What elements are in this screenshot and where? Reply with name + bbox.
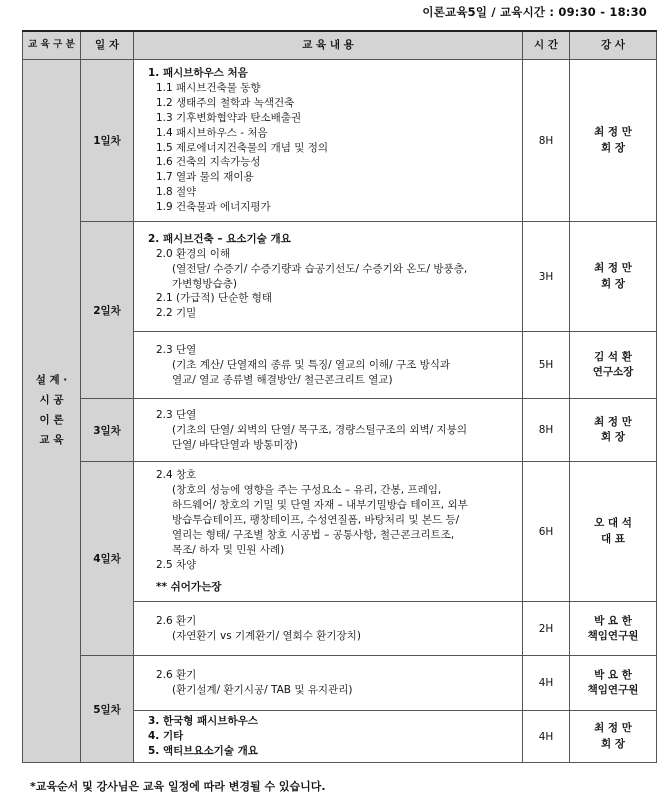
day-3: 3일차 [81,399,134,462]
lecturer-cell: 박 요 한 책임연구원 [570,656,657,711]
table-row [23,656,657,711]
table-row [23,399,657,462]
lecturer-cell: 최 정 만 회 장 [570,399,657,462]
header-content: 교 육 내 용 [134,31,523,60]
content-cell [134,602,523,656]
header-hours: 시 간 [523,31,570,60]
lines-r5: 2.4 창호 (창호의 성능에 영향을 주는 구성요소 – 유리, 간봉, 프레임, 하드웨어/ 창호의 기밀 및 단열 자재 – 내부기밀방습 테이프, 외부 방습투습테이프, 팽창테이프, 수성연질폼, 바탕처리 및 본드 등/ 열리는 형태/ 구조별 창호 시공법 – 공통사항, 철근콘크리트조, 목조/ 하자 및 민원 사례) 2.5 차양 ** 쉬어가는장 [156,469,468,594]
hours-cell: 3H [523,222,570,332]
lecturer-cell: 김 석 환 연구소장 [570,332,657,399]
table-header-row [23,31,657,60]
content-cell [134,711,523,763]
hours-cell: 8H [523,399,570,462]
table-row [23,462,657,602]
content-cell [134,399,523,462]
header-day: 일 자 [81,31,134,60]
hours-cell: 8H [523,60,570,222]
lines-r4: 2.3 단열 (기초의 단열/ 외벽의 단열/ 목구조, 경량스틸구조의 외벽/ 지붕의 단열/ 바닥단열과 방통미장) [156,408,467,451]
content-cell [134,656,523,711]
footnote: *교육순서 및 강사님은 교육 일정에 따라 변경될 수 있습니다. [30,780,326,793]
schedule-summary: 이론교육5일 / 교육시간 : 09:30 - 18:30 [422,5,647,19]
curriculum-table [22,30,657,763]
hours-cell: 4H [523,656,570,711]
content-cell [134,222,523,332]
header-lecturer: 강 사 [570,31,657,60]
lecturer-cell: 최 정 만 회 장 [570,60,657,222]
lecturer-cell: 오 대 석 대 표 [570,462,657,602]
lines-r3: 2.3 단열 (기초 계산/ 단열재의 종류 및 특징/ 열교의 이해/ 구조 방식과 열교/ 열교 종류별 해결방안/ 철근콘크리트 열교) [156,343,451,386]
header-category: 교 육 구 분 [23,31,81,60]
content-cell [134,60,523,222]
lines-r8: 3. 한국형 패시브하우스 4. 기타 5. 액티브요소기술 개요 [148,715,258,758]
hours-cell: 2H [523,602,570,656]
lines-r1: 1. 패시브하우스 처음 1.1 패시브건축물 동향 1.2 생태주의 철학과 녹색건축 1.3 기후변화협약과 탄소배출권 1.4 패시브하우스 - 처음 1.5 제로에너지건축물의 개념 및 정의 1.6 건축의 지속가능성 1.7 열과 물의 재이용 1.8 절약 1.9 건축물과 에너지평가 [148,67,329,214]
day-2: 2일차 [81,222,134,399]
lecturer-cell: 박 요 한 책임연구원 [570,602,657,656]
day-5: 5일차 [81,656,134,763]
lines-r2: 2. 패시브건축 – 요소기술 개요 2.0 환경의 이해 (열전달/ 수증기/ 수증기량과 습공기선도/ 수증기와 온도/ 방풍층, 가변형방습층) 2.1 (가급적) 단순한 형태 2.2 기밀 [148,232,468,320]
content-cell [134,462,523,602]
hours-cell: 6H [523,462,570,602]
lines-r6: 2.6 환기 (자연환기 vs 기계환기/ 열회수 환기장치) [156,614,361,642]
table-row [23,222,657,332]
day-4: 4일차 [81,462,134,656]
lines-r7: 2.6 환기 (환기설계/ 환기시공/ TAB 및 유지관리) [156,669,353,697]
lecturer-cell: 최 정 만 회 장 [570,711,657,763]
hours-cell: 4H [523,711,570,763]
day-1: 1일차 [81,60,134,222]
table-row [23,60,657,222]
hours-cell: 5H [523,332,570,399]
lecturer-cell: 최 정 만 회 장 [570,222,657,332]
category-cell: 설 계 · 시 공 이 론 교 육 [23,60,81,763]
content-cell [134,332,523,399]
